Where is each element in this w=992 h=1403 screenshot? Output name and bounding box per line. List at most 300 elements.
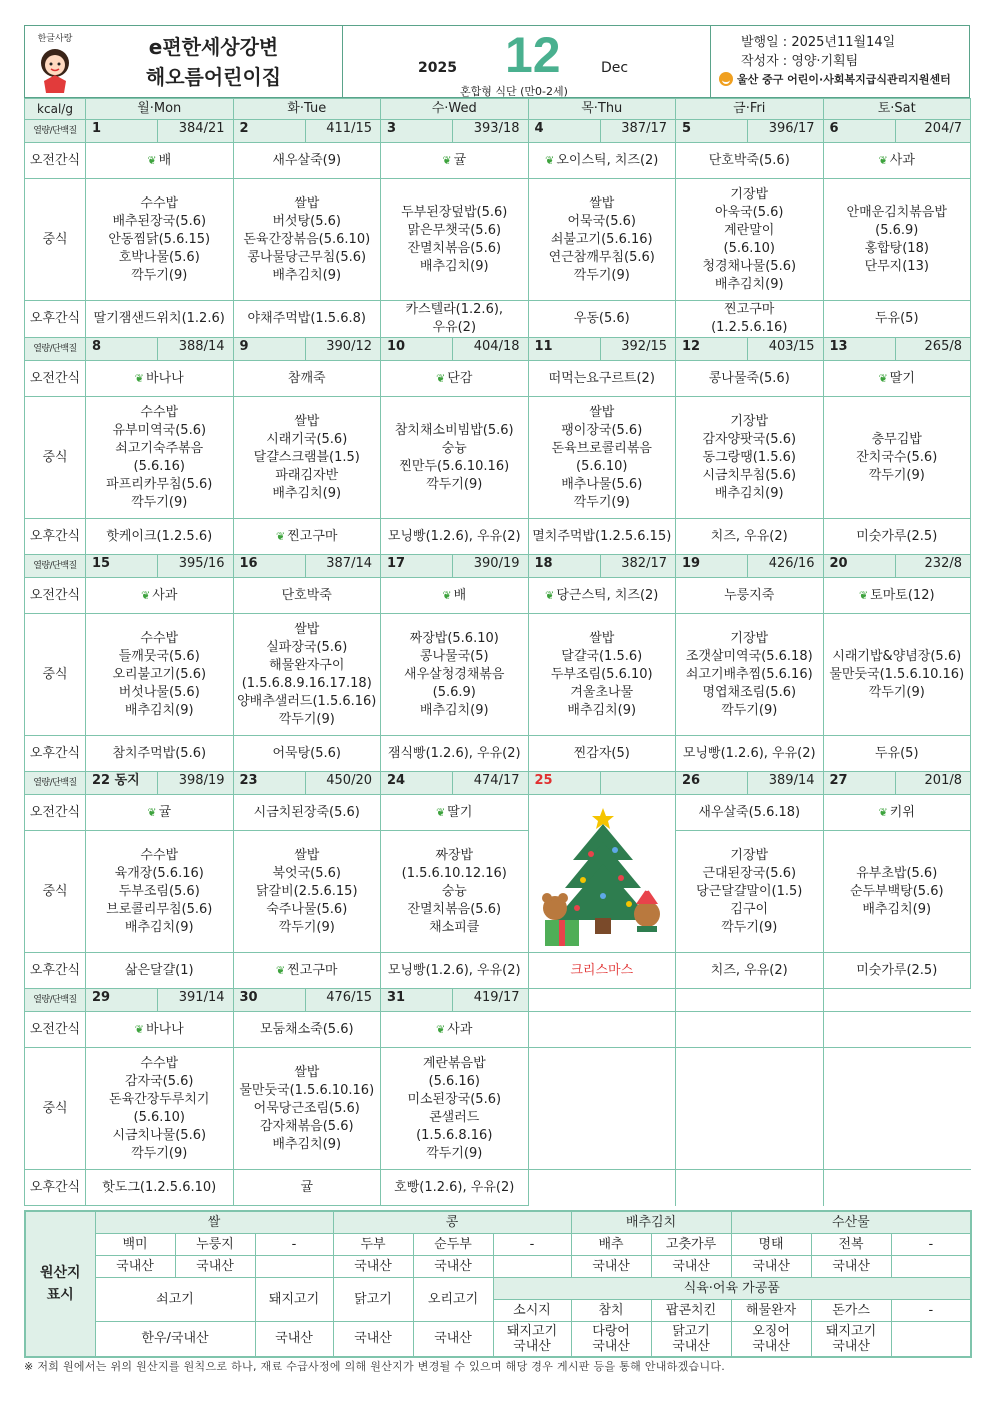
kcal-split bbox=[381, 555, 528, 577]
kcal-protein: 390/19 bbox=[473, 556, 520, 571]
pm-snack-text: 핫도그(1.2.5.6.10) bbox=[102, 1179, 217, 1195]
pm-snack-text: 찐고구마 bbox=[724, 302, 775, 317]
lunch-item: 배추김치(9) bbox=[567, 702, 637, 718]
pm-snack-row bbox=[25, 301, 971, 338]
origin-cell: 누룽지 bbox=[175, 1233, 255, 1255]
lunch-item: 깍두기(9) bbox=[278, 919, 335, 935]
lunch-item: 숭늉 bbox=[441, 440, 467, 456]
lunch-item: 물만둣국(1.5.6.10.16) bbox=[829, 666, 965, 682]
lunch-item: 달걀국(1.5.6) bbox=[561, 648, 643, 664]
kcal-cell-empty bbox=[823, 989, 971, 1012]
am-snack-cell bbox=[381, 578, 529, 614]
lunch-item: 쌀밥 bbox=[294, 195, 320, 211]
lunch-item: 수수밥 bbox=[140, 404, 179, 420]
lunch-item: 깍두기(9) bbox=[721, 919, 778, 935]
pm-snack-text: 핫케이크(1.2.5.6) bbox=[106, 528, 213, 544]
date-number: 11 bbox=[529, 338, 601, 360]
kcal-split bbox=[234, 120, 381, 142]
kcal-cell bbox=[233, 338, 381, 361]
kcal-cell bbox=[528, 555, 676, 578]
am-snack-text: 새우살죽(5.6.18) bbox=[698, 804, 801, 820]
origin-cell: 국내산 bbox=[255, 1321, 333, 1357]
day-header-row bbox=[25, 99, 971, 120]
origin-cell bbox=[255, 1255, 333, 1277]
origin-cell: 전복 bbox=[811, 1233, 891, 1255]
kcal-row bbox=[25, 772, 971, 795]
pm-snack-cell bbox=[381, 1170, 529, 1206]
pm-snack-cell bbox=[823, 519, 971, 555]
kcal-split bbox=[381, 772, 528, 794]
org-name: 울산 중구 어린이·사회복지급식관리지원센터 bbox=[737, 73, 951, 86]
lunch-item: 수수밥 bbox=[140, 630, 179, 646]
lunch-row bbox=[25, 397, 971, 519]
lunch-cell bbox=[233, 831, 381, 953]
lunch-cell bbox=[381, 831, 529, 953]
lunch-item: 기장밥 bbox=[730, 413, 769, 429]
lunch-item: 두부조림(5.6) bbox=[118, 883, 200, 899]
lunch-item: 쌀밥 bbox=[589, 630, 615, 646]
kcal-split bbox=[676, 120, 823, 142]
am-snack-cell bbox=[233, 795, 381, 831]
lunch-item: 두부조림(5.6.10) bbox=[550, 666, 653, 682]
pm-snack-cell bbox=[86, 1170, 234, 1206]
kcal-row-label: 열량/단백질 bbox=[25, 555, 86, 578]
kcal-cell bbox=[86, 772, 234, 795]
sprout-icon: ❦ bbox=[545, 153, 555, 167]
kcal-cell bbox=[528, 338, 676, 361]
origin-cell: 두부 bbox=[333, 1233, 413, 1255]
pm-snack-cell bbox=[86, 301, 234, 338]
lunch-item: (5.6.16) bbox=[133, 458, 185, 474]
origin-value: 국내산 bbox=[592, 1338, 630, 1354]
kcal-protein: 403/15 bbox=[768, 339, 815, 354]
lunch-item: 육개장(5.6.16) bbox=[114, 865, 204, 881]
date-number: 31 bbox=[381, 989, 453, 1011]
lunch-cell bbox=[86, 831, 234, 953]
origin-cell: 돈가스 bbox=[811, 1299, 891, 1321]
lunch-item: 배추나물(5.6) bbox=[561, 476, 643, 492]
origin-cell: 국내산 bbox=[571, 1255, 651, 1277]
empty-cell bbox=[676, 1012, 824, 1048]
lunch-row bbox=[25, 179, 971, 301]
am-snack-text: 바나나 bbox=[146, 1021, 184, 1037]
pm-snack-cell bbox=[823, 953, 971, 989]
lunch-item: 배추김치(9) bbox=[714, 485, 784, 501]
kcal-split bbox=[86, 338, 233, 360]
menu-table bbox=[24, 98, 971, 1206]
kcal-protein: 204/7 bbox=[924, 121, 962, 136]
empty-cell bbox=[676, 1048, 824, 1170]
kcal-protein: 265/8 bbox=[924, 339, 962, 354]
pm-snack-cell bbox=[86, 953, 234, 989]
kcal-protein: 384/21 bbox=[178, 121, 225, 136]
empty-cell bbox=[823, 1048, 971, 1170]
date-number: 6 bbox=[824, 120, 896, 142]
lunch-item: 짜장밥(5.6.10) bbox=[409, 630, 499, 646]
lunch-label: 중식 bbox=[25, 179, 86, 301]
lunch-item: 팽이장국(5.6) bbox=[561, 422, 643, 438]
origin-value: 국내산 bbox=[513, 1338, 551, 1354]
lunch-item: 깍두기(9) bbox=[573, 494, 630, 510]
date-number: 15 bbox=[86, 555, 158, 577]
lunch-item: 짜장밥 bbox=[435, 847, 474, 863]
lunch-item: 유부미역국(5.6) bbox=[112, 422, 207, 438]
am-snack-text: 딸기 bbox=[889, 370, 915, 386]
lunch-item: 숭늉 bbox=[441, 883, 467, 899]
lunch-item: 콩나물당근무침(5.6) bbox=[247, 249, 367, 265]
pm-snack-cell bbox=[86, 519, 234, 555]
sprout-icon: ❦ bbox=[134, 1022, 145, 1036]
lunch-item: 콘샐러드 bbox=[429, 1109, 480, 1125]
kcal-cell bbox=[823, 772, 971, 795]
kcal-split bbox=[234, 555, 381, 577]
lunch-item: (5.6.10) bbox=[723, 240, 775, 256]
org-line bbox=[719, 71, 951, 87]
pm-snack-text: 미숫가루(2.5) bbox=[856, 962, 938, 978]
lunch-item: 해물완자구이 bbox=[269, 657, 345, 673]
am-snack-cell bbox=[381, 795, 529, 831]
am-snack-cell bbox=[823, 143, 971, 179]
pm-snack-text: 우동(5.6) bbox=[573, 311, 630, 326]
origin-cell bbox=[651, 1321, 731, 1357]
lunch-item: 감자국(5.6) bbox=[125, 1073, 194, 1089]
lunch-item: 어묵당근조림(5.6) bbox=[253, 1100, 360, 1116]
origin-cell: 팝콘치킨 bbox=[651, 1299, 731, 1321]
kcal-cell bbox=[823, 555, 971, 578]
origin-value: 국내산 bbox=[672, 1338, 710, 1354]
kcal-cell bbox=[86, 555, 234, 578]
lunch-item: 콩나물국(5) bbox=[419, 648, 489, 664]
date-number: 24 bbox=[381, 772, 453, 794]
lunch-item: 기장밥 bbox=[730, 630, 769, 646]
lunch-cell bbox=[528, 397, 676, 519]
kcal-protein: 388/14 bbox=[178, 339, 225, 354]
lunch-item: (5.6.10) bbox=[576, 458, 628, 474]
month-block bbox=[343, 26, 711, 97]
sprout-icon: ❦ bbox=[141, 588, 151, 602]
kcal-row-label: 열량/단백질 bbox=[25, 338, 86, 361]
kcal-protein: 411/15 bbox=[326, 121, 372, 136]
author: 작성자 : 영양·기획팀 bbox=[741, 54, 859, 69]
lunch-item: 새우살청경채볶음 bbox=[404, 666, 505, 682]
pm-label: 오후간식 bbox=[25, 519, 86, 555]
am-label: 오전간식 bbox=[25, 795, 86, 831]
lunch-item: 파프리카무침(5.6) bbox=[106, 476, 213, 492]
am-snack-row bbox=[25, 578, 971, 614]
am-snack-text: 단호박죽 bbox=[281, 587, 332, 603]
origin-cat: 수산물 bbox=[731, 1211, 971, 1233]
pm-snack-row bbox=[25, 953, 971, 989]
lunch-item: 안매운김치볶음밥 bbox=[846, 204, 947, 220]
lunch-item: 참치채소비빔밥(5.6) bbox=[394, 422, 514, 438]
lunch-cell bbox=[381, 614, 529, 736]
pm-snack-cell bbox=[233, 301, 381, 338]
sprout-icon: ❦ bbox=[436, 1022, 446, 1036]
origin-cell: - bbox=[891, 1233, 971, 1255]
kcal-protein: 382/17 bbox=[621, 556, 667, 571]
am-snack-text: 누룽지죽 bbox=[724, 587, 775, 603]
sprout-icon: ❦ bbox=[545, 588, 555, 602]
lunch-item: 조갯살미역국(5.6.18) bbox=[685, 648, 813, 664]
origin-cell: 국내산 bbox=[413, 1321, 493, 1357]
pm-snack-cell bbox=[233, 736, 381, 772]
kcal-split bbox=[234, 989, 381, 1011]
lunch-item: 깍두기(9) bbox=[131, 267, 188, 283]
lunch-item: 수수밥 bbox=[140, 847, 179, 863]
kcal-cell bbox=[676, 772, 824, 795]
lunch-item: 호박나물(5.6) bbox=[118, 249, 200, 265]
center-name bbox=[85, 26, 343, 97]
pm-snack-text: 우유(2) bbox=[432, 320, 477, 335]
date-number: 26 bbox=[676, 772, 748, 794]
origin-cell bbox=[493, 1321, 571, 1357]
am-snack-cell bbox=[676, 143, 824, 179]
date-number: 20 bbox=[824, 555, 896, 577]
logo-text: 한글사랑 bbox=[37, 33, 73, 44]
kcal-protein: 474/17 bbox=[473, 773, 520, 788]
lunch-cell bbox=[86, 179, 234, 301]
pm-snack-text: 귤 bbox=[300, 1179, 314, 1195]
lunch-item: 쇠고기숙주볶음 bbox=[115, 440, 204, 456]
am-snack-cell bbox=[86, 795, 234, 831]
lunch-item: 쌀밥 bbox=[294, 621, 320, 637]
sprout-icon: ❦ bbox=[878, 371, 888, 385]
kcal-protein: 392/15 bbox=[621, 339, 667, 354]
empty-cell bbox=[676, 1170, 824, 1206]
pm-snack-cell bbox=[676, 736, 824, 772]
lunch-item: 들깨뭇국(5.6) bbox=[118, 648, 200, 664]
lunch-item: 닭갈비(2.5.6.15) bbox=[255, 883, 358, 899]
lunch-item: 찐만두(5.6.10.16) bbox=[399, 458, 510, 474]
sprout-icon: ❦ bbox=[442, 588, 452, 602]
pm-snack-cell bbox=[676, 301, 824, 338]
origin-cat: 오리고기 bbox=[413, 1277, 493, 1321]
lunch-cell bbox=[823, 614, 971, 736]
lunch-cell bbox=[823, 179, 971, 301]
pm-snack-text: 참치주먹밥(5.6) bbox=[112, 745, 207, 761]
header bbox=[24, 25, 970, 98]
am-snack-cell bbox=[86, 578, 234, 614]
date-number: 1 bbox=[86, 120, 158, 142]
am-snack-cell bbox=[676, 578, 824, 614]
kcal-cell bbox=[233, 989, 381, 1012]
center-name-line1: e편한세상강변 bbox=[148, 34, 279, 59]
date-number: 22 동지 bbox=[86, 772, 158, 794]
am-snack-cell bbox=[86, 1012, 234, 1048]
sprout-icon: ❦ bbox=[147, 153, 157, 167]
am-snack-cell bbox=[676, 795, 824, 831]
origin-cell: 한우/국내산 bbox=[95, 1321, 255, 1357]
lunch-item: 돈육간장두루치기 bbox=[109, 1091, 210, 1107]
origin-cell bbox=[891, 1255, 971, 1277]
pm-snack-row bbox=[25, 1170, 971, 1206]
lunch-item: 미소된장국(5.6) bbox=[407, 1091, 502, 1107]
date-number: 2 bbox=[234, 120, 306, 142]
origin-cell bbox=[731, 1321, 811, 1357]
kcal-row-label: 열량/단백질 bbox=[25, 772, 86, 795]
pm-snack-row bbox=[25, 519, 971, 555]
sprout-icon: ❦ bbox=[878, 153, 888, 167]
lunch-cell bbox=[86, 397, 234, 519]
empty-cell bbox=[528, 1170, 676, 1206]
sprout-icon: ❦ bbox=[858, 588, 869, 602]
origin-cell-empty bbox=[891, 1321, 971, 1357]
lunch-item: 깍두기(9) bbox=[868, 467, 925, 483]
date-number: 8 bbox=[86, 338, 158, 360]
lunch-item: 배추김치(9) bbox=[272, 267, 342, 283]
origin-cell bbox=[811, 1321, 891, 1357]
lunch-item: 겨울초나물 bbox=[570, 684, 634, 700]
pm-snack-cell bbox=[528, 301, 676, 338]
am-snack-text: 키위 bbox=[889, 804, 915, 820]
am-snack-text: 시금치된장죽(5.6) bbox=[253, 804, 360, 820]
origin-cell: 국내산 bbox=[651, 1255, 731, 1277]
kcal-row bbox=[25, 338, 971, 361]
am-snack-text: 참깨죽 bbox=[287, 370, 326, 386]
origin-cat: 쇠고기 bbox=[95, 1277, 255, 1321]
lunch-item: 쇠불고기(5.6.16) bbox=[550, 231, 653, 247]
pm-snack-cell bbox=[528, 519, 676, 555]
origin-cat: 배추김치 bbox=[571, 1211, 731, 1233]
origin-cell: - bbox=[255, 1233, 333, 1255]
lunch-row bbox=[25, 1048, 971, 1170]
pm-snack-text: 치즈, 우유(2) bbox=[710, 528, 788, 544]
day-header: 토·Sat bbox=[823, 99, 971, 120]
lunch-cell bbox=[233, 179, 381, 301]
am-snack-cell bbox=[381, 361, 529, 397]
am-snack-text: 귤 bbox=[158, 804, 172, 820]
holiday-name: 크리스마스 bbox=[528, 953, 676, 989]
day-header: 목·Thu bbox=[528, 99, 676, 120]
lunch-label: 중식 bbox=[25, 831, 86, 953]
sprout-icon: ❦ bbox=[436, 371, 446, 385]
kcal-split bbox=[529, 120, 676, 142]
lunch-item: 단무지(13) bbox=[864, 258, 929, 274]
lunch-item: 어묵국(5.6) bbox=[567, 213, 636, 229]
am-snack-cell bbox=[86, 143, 234, 179]
lunch-item: 김구이 bbox=[730, 901, 769, 917]
origin-cell: 국내산 bbox=[333, 1255, 413, 1277]
am-snack-cell bbox=[233, 578, 381, 614]
am-snack-text: 단호박죽(5.6) bbox=[708, 152, 790, 168]
kcal-split bbox=[529, 555, 676, 577]
lunch-item: 시금치무침(5.6) bbox=[702, 467, 797, 483]
lunch-row bbox=[25, 614, 971, 736]
pm-snack-text: 잼식빵(1.2.6), 우유(2) bbox=[387, 745, 521, 761]
kcal-split bbox=[234, 772, 381, 794]
lunch-item: 당근달걀말이(1.5) bbox=[696, 883, 803, 899]
lunch-item: 배추김치(9) bbox=[124, 919, 194, 935]
date-number: 19 bbox=[676, 555, 748, 577]
lunch-item: 시래기밥&양념장(5.6) bbox=[832, 648, 962, 664]
origin-label bbox=[25, 1211, 95, 1357]
kcal-cell bbox=[823, 338, 971, 361]
kcal-split bbox=[529, 772, 676, 794]
pm-snack-text: 호빵(1.2.6), 우유(2) bbox=[394, 1179, 515, 1195]
kcal-row-label: 열량/단백질 bbox=[25, 989, 86, 1012]
pm-snack-text: 찐고구마 bbox=[287, 962, 338, 978]
am-snack-text: 새우살죽(9) bbox=[272, 152, 342, 168]
org-logo-icon bbox=[719, 72, 733, 86]
pm-snack-text: 두유(5) bbox=[874, 311, 919, 326]
am-snack-cell bbox=[381, 143, 529, 179]
pm-snack-text: 미숫가루(2.5) bbox=[856, 528, 938, 544]
origin-item: 돼지고기 bbox=[825, 1323, 877, 1339]
am-snack-text: 당근스틱, 치즈(2) bbox=[556, 587, 659, 603]
origin-cell bbox=[493, 1255, 571, 1277]
lunch-item: 충무김밥 bbox=[871, 431, 922, 447]
lunch-item: 깍두기(9) bbox=[426, 1145, 483, 1161]
origin-cell: 국내산 bbox=[175, 1255, 255, 1277]
am-snack-text: 귤 bbox=[453, 152, 467, 168]
kcal-cell bbox=[233, 555, 381, 578]
lunch-item: 숙주나물(5.6) bbox=[266, 901, 348, 917]
origin-cat: 쌀 bbox=[95, 1211, 333, 1233]
am-snack-text: 떠먹는요구르트(2) bbox=[548, 370, 655, 386]
pm-snack-row bbox=[25, 736, 971, 772]
origin-cell bbox=[571, 1321, 651, 1357]
lunch-row bbox=[25, 831, 971, 953]
am-snack-cell bbox=[86, 361, 234, 397]
kcal-split bbox=[381, 338, 528, 360]
lunch-item: 파래김자반 bbox=[275, 467, 339, 483]
kcal-split bbox=[529, 338, 676, 360]
pm-snack-text: 찐고구마 bbox=[287, 528, 338, 544]
date-number: 12 bbox=[676, 338, 748, 360]
origin-cell: 국내산 bbox=[413, 1255, 493, 1277]
date-number: 18 bbox=[529, 555, 601, 577]
kcal-cell bbox=[233, 120, 381, 143]
pm-snack-text: (1.2.5.6.16) bbox=[711, 320, 788, 335]
pm-snack-text: 모닝빵(1.2.6), 우유(2) bbox=[387, 962, 521, 978]
kcal-protein: 419/17 bbox=[473, 990, 520, 1005]
lunch-cell bbox=[381, 179, 529, 301]
origin-cat: 돼지고기 bbox=[255, 1277, 333, 1321]
pm-label: 오후간식 bbox=[25, 1170, 86, 1206]
am-snack-text: 토마토(12) bbox=[870, 587, 935, 603]
lunch-item: 쌀밥 bbox=[589, 404, 615, 420]
pm-snack-cell bbox=[823, 736, 971, 772]
lunch-item: (1.5.6.8.9.16.17.18) bbox=[241, 675, 372, 691]
day-header: 월·Mon bbox=[86, 99, 234, 120]
lunch-cell bbox=[823, 397, 971, 519]
pm-snack-text: 모닝빵(1.2.6), 우유(2) bbox=[682, 745, 816, 761]
date-number: 29 bbox=[86, 989, 158, 1011]
am-label: 오전간식 bbox=[25, 143, 86, 179]
kcal-row bbox=[25, 120, 971, 143]
am-snack-text: 딸기 bbox=[447, 804, 473, 820]
kcal-protein: 390/12 bbox=[326, 339, 372, 354]
am-label: 오전간식 bbox=[25, 1012, 86, 1048]
kcal-split bbox=[86, 772, 233, 794]
date-number: 10 bbox=[381, 338, 453, 360]
origin-item: 다랑어 bbox=[592, 1323, 630, 1339]
lunch-item: 깍두기(9) bbox=[721, 702, 778, 718]
origin-cell: 명태 bbox=[731, 1233, 811, 1255]
origin-cell: - bbox=[891, 1299, 971, 1321]
pm-snack-text: 멸치주먹밥(1.2.5.6.15) bbox=[532, 528, 672, 544]
kcal-cell-empty bbox=[676, 989, 824, 1012]
month-english: Dec bbox=[601, 60, 629, 76]
am-snack-cell bbox=[823, 361, 971, 397]
lunch-item: 아욱국(5.6) bbox=[715, 204, 784, 220]
am-snack-text: 사과 bbox=[152, 587, 178, 603]
kcal-protein: 232/8 bbox=[924, 556, 962, 571]
day-header: 화·Tue bbox=[233, 99, 381, 120]
pm-snack-cell bbox=[86, 736, 234, 772]
lunch-item: 돈육간장볶음(5.6.10) bbox=[243, 231, 371, 247]
kcal-split bbox=[381, 989, 528, 1011]
